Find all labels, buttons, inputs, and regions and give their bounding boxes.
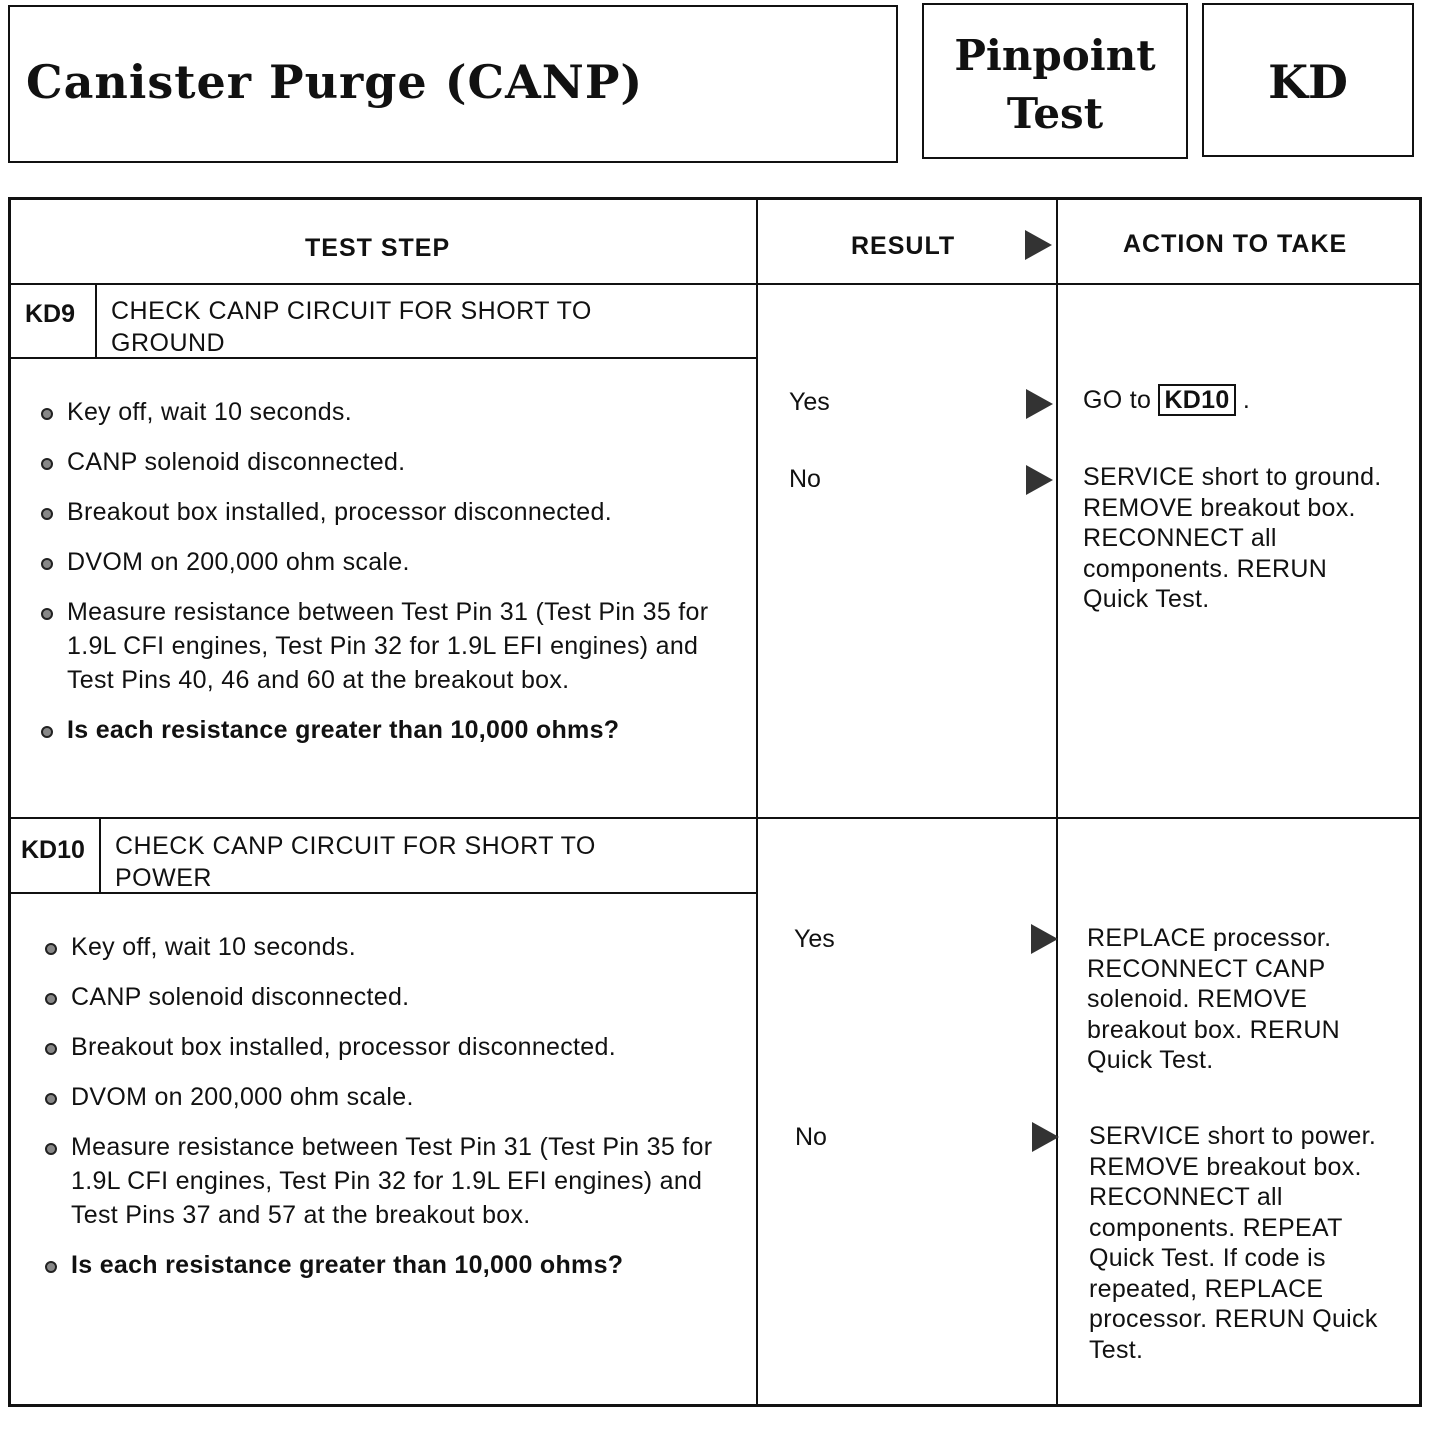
pinpoint-label-line2: Test: [1006, 89, 1104, 138]
kd10-yes-arrow-icon: [1031, 924, 1058, 954]
list-item: Breakout box installed, processor disconnected.: [41, 1030, 741, 1064]
step-id-kd9: KD9: [25, 300, 76, 328]
kd10-no-arrow-icon: [1032, 1122, 1059, 1152]
kd10-result-yes: Yes: [794, 925, 835, 953]
kd9-yes-arrow-icon: [1026, 389, 1053, 419]
action-header: ACTION TO TAKE: [1123, 230, 1348, 258]
kd10-id-divider: [99, 817, 101, 892]
pinpoint-test-box: [922, 3, 1188, 159]
step-title-kd10: CHECK CANP CIRCUIT FOR SHORT TO POWER: [115, 832, 596, 892]
kd9-action-yes-suffix: .: [1242, 386, 1251, 414]
divider-test-result: [756, 200, 758, 1404]
kd10-question: Is each resistance greater than 10,000 ohms?: [41, 1248, 741, 1282]
list-item: DVOM on 200,000 ohm scale.: [41, 1080, 741, 1114]
header-arrow-icon: [1025, 230, 1052, 260]
title-box: [8, 5, 898, 163]
header-divider: [11, 283, 1419, 285]
kd9-action-no: SERVICE short to ground. REMOVE breakout box. RECONNECT all components. RERUN Quick Test.: [1083, 463, 1382, 613]
kd10-action-no: SERVICE short to power. REMOVE breakout box. RECONNECT all components. REPEAT Quick Test. If code is repeated, REPLACE processor. RERUN Quick Test.: [1089, 1122, 1378, 1364]
step-title-kd9: CHECK CANP CIRCUIT FOR SHORT TO GROUND: [111, 297, 592, 357]
pinpoint-table: [8, 197, 1422, 1407]
list-item: CANP solenoid disconnected.: [41, 980, 741, 1014]
kd10-result-no: No: [795, 1123, 827, 1151]
test-code: KD: [1268, 55, 1348, 109]
test-step-header: TEST STEP: [305, 234, 451, 262]
step-divider: [11, 817, 1419, 819]
kd9-no-arrow-icon: [1026, 465, 1053, 495]
kd10-bullet-list: [41, 930, 741, 1298]
kd9-id-divider: [95, 283, 97, 357]
list-item: Key off, wait 10 seconds.: [41, 930, 741, 964]
kd9-result-yes: Yes: [789, 388, 830, 416]
kd9-action-yes-prefix: GO to: [1083, 386, 1152, 414]
divider-result-action: [1056, 200, 1058, 1404]
result-header: RESULT: [851, 232, 956, 260]
list-item: Breakout box installed, processor disconnected.: [37, 495, 737, 529]
kd10-action-yes: REPLACE processor. RECONNECT CANP solenoid. REMOVE breakout box. RERUN Quick Test.: [1087, 924, 1341, 1074]
kd9-action-yes: [1083, 385, 1393, 416]
list-item: CANP solenoid disconnected.: [37, 445, 737, 479]
kd9-question: Is each resistance greater than 10,000 ohms?: [37, 713, 737, 747]
step-id-kd10: KD10: [21, 836, 85, 864]
kd9-result-no: No: [789, 465, 821, 493]
test-code-box: [1202, 3, 1414, 157]
page-title: Canister Purge (CANP): [26, 55, 644, 109]
list-item: DVOM on 200,000 ohm scale.: [37, 545, 737, 579]
step-reference-kd10[interactable]: KD10: [1158, 384, 1235, 416]
kd9-bullet-list: [37, 395, 737, 763]
list-item: Measure resistance between Test Pin 31 (Test Pin 35 for 1.9L CFI engines, Test Pin 32 for 1.9L EFI engines) and Test Pins 40, 46 and 60 at the breakout box.: [37, 595, 737, 697]
pinpoint-label-line1: Pinpoint: [954, 31, 1156, 80]
list-item: Key off, wait 10 seconds.: [37, 395, 737, 429]
list-item: Measure resistance between Test Pin 31 (Test Pin 35 for 1.9L CFI engines, Test Pin 32 for 1.9L EFI engines) and Test Pins 37 and 57 at the breakout box.: [41, 1130, 741, 1232]
pinpoint-test-label: [924, 27, 1186, 143]
